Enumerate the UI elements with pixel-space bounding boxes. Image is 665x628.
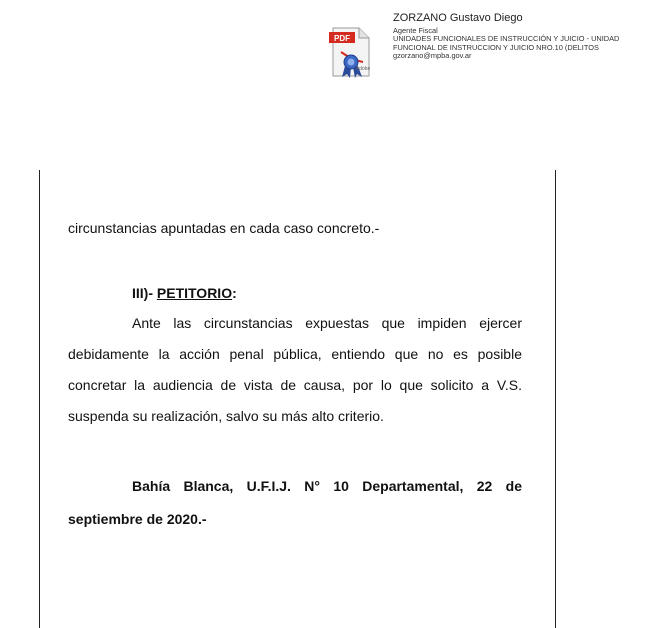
right-margin-rule [555,170,556,628]
closing-text: Bahía Blanca, U.F.I.J. N° 10 Departamental, 22 de septiembre de 2020.- [68,478,522,527]
pdf-label: PDF [334,34,350,43]
left-margin-rule [39,170,40,628]
signer-unit-line-1: UNIDADES FUNCIONALES DE INSTRUCCIÓN Y JUICIO - UNIDAD [393,34,620,44]
closing-place-date [68,470,522,536]
pdf-signature-seal-icon [329,26,377,78]
signer-unit-line-2: FUNCIONAL DE INSTRUCCION Y JUICIO NRO.10 (DELITOS [393,42,599,52]
signer-role: Agente Fiscal [393,25,438,35]
adobe-label: Adobe [355,66,371,72]
petition-text: Ante las circunstancias expuestas que impiden ejercer debidamente la acción penal pública, entiendo que no es posible concretar la audiencia de vista de causa, por lo que solicito a V.S. suspenda su realización, salvo su más alto criterio. [68,315,522,424]
digital-signature-block [393,12,658,61]
section-heading [68,278,522,309]
section-title: PETITORIO [156,285,233,301]
body-paragraph: circunstancias apuntadas en cada caso concreto.- [68,220,380,236]
signer-email: gzorzano@mpba.gov.ar [393,51,472,61]
section-colon: : [232,285,237,301]
signer-name: ZORZANO Gustavo Diego [393,12,523,24]
petition-paragraph [68,308,522,432]
section-number: III)- [132,285,157,301]
